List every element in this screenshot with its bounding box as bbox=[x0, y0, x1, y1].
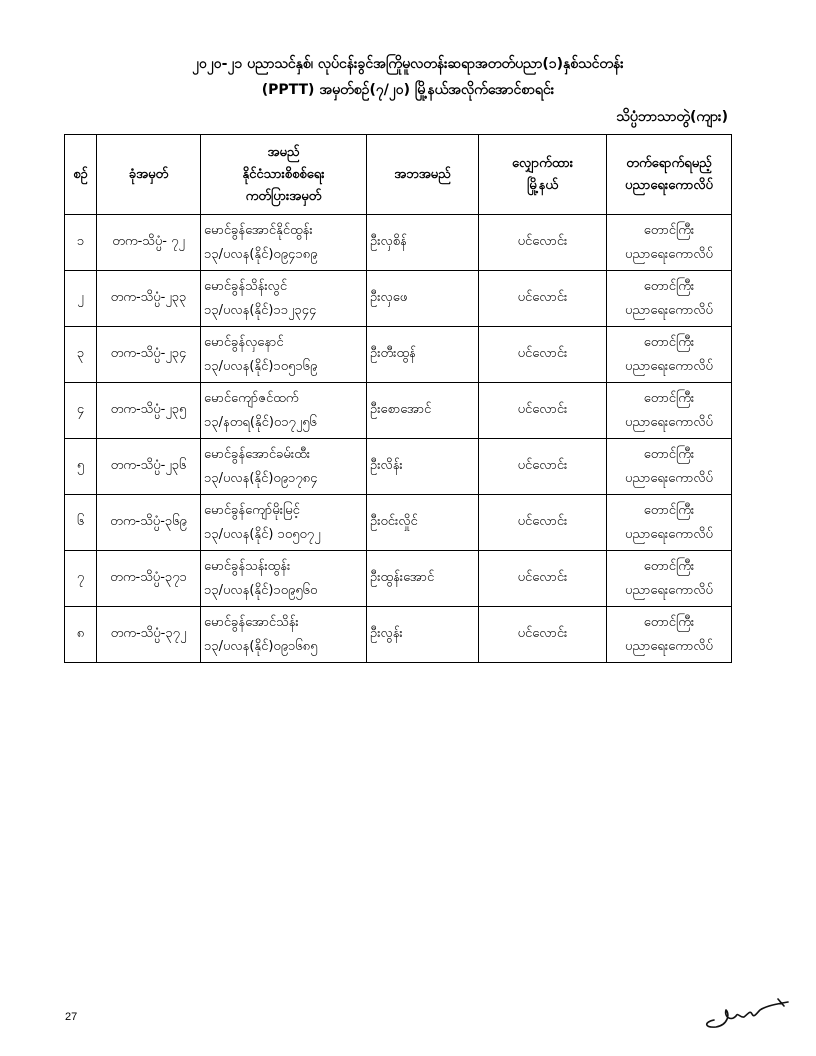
cell-father: ဦးလှဖေ bbox=[367, 271, 479, 327]
table-row bbox=[65, 327, 732, 383]
header-township: လျှောက်ထား မြို့နယ် bbox=[479, 135, 607, 215]
nrc-number: ၁၃/ပလန(နိုင်)၁၀၅၁၆၉ bbox=[204, 358, 318, 374]
results-table bbox=[64, 134, 732, 663]
cell-name-nrc bbox=[201, 271, 367, 327]
cell-roll: တက-သိပ္ပံ-၂၃၄ bbox=[97, 327, 201, 383]
nrc-number: ၁၃/ပလန(နိုင်)၁၀၉၅၆၀ bbox=[204, 582, 318, 598]
nrc-number: ၁၃/ပလန(နိုင်)၀၉၁၆၈၅ bbox=[204, 638, 318, 654]
header-name-nrc: အမည် နိုင်ငံသားစိစစ်ရေး ကတ်ပြားအမှတ် bbox=[201, 135, 367, 215]
table-row bbox=[65, 607, 732, 663]
cell-name-nrc bbox=[201, 215, 367, 271]
student-name: မောင်ခွန်သိန်းလွင် bbox=[204, 278, 288, 294]
page-number: 27 bbox=[65, 1011, 78, 1023]
table-row bbox=[65, 383, 732, 439]
cell-college: တောင်ကြီး ပညာရေးကောလိပ် bbox=[607, 271, 732, 327]
student-name: မောင်ခွန်သန်းထွန်း bbox=[204, 558, 291, 574]
cell-college: တောင်ကြီး ပညာရေးကောလိပ် bbox=[607, 215, 732, 271]
table-row bbox=[65, 271, 732, 327]
table-row bbox=[65, 215, 732, 271]
cell-township: ပင်လောင်း bbox=[479, 271, 607, 327]
cell-township: ပင်လောင်း bbox=[479, 551, 607, 607]
cell-name-nrc bbox=[201, 439, 367, 495]
cell-roll: တက-သိပ္ပံ- ၇၂ bbox=[97, 215, 201, 271]
student-name: မောင်ခွန်ကျော်မိုးမြင့် bbox=[204, 502, 300, 518]
cell-college: တောင်ကြီး ပညာရေးကောလိပ် bbox=[607, 607, 732, 663]
cell-name-nrc bbox=[201, 607, 367, 663]
cell-township: ပင်လောင်း bbox=[479, 215, 607, 271]
cell-father: ဦးဝင်းလှိုင် bbox=[367, 495, 479, 551]
cell-roll: တက-သိပ္ပံ-၃၇၁ bbox=[97, 551, 201, 607]
cell-roll: တက-သိပ္ပံ-၃၇၂ bbox=[97, 607, 201, 663]
cell-father: ဦးစောအောင် bbox=[367, 383, 479, 439]
cell-township: ပင်လောင်း bbox=[479, 439, 607, 495]
cell-serial: ၈ bbox=[65, 607, 97, 663]
cell-father: ဦးတီးထွန် bbox=[367, 327, 479, 383]
cell-father: ဦးလွန်း bbox=[367, 607, 479, 663]
nrc-number: ၁၃/ပလန(နိုင်) ၁၀၅၀၇၂ bbox=[204, 526, 321, 542]
cell-serial: ၅ bbox=[65, 439, 97, 495]
nrc-number: ၁၃/ပလန(နိုင်)၀၉၄၁၈၉ bbox=[204, 246, 318, 262]
header-college: တက်ရောက်ရမည့် ပညာရေးကောလိပ် bbox=[607, 135, 732, 215]
cell-township: ပင်လောင်း bbox=[479, 383, 607, 439]
cell-roll: တက-သိပ္ပံ-၂၃၆ bbox=[97, 439, 201, 495]
cell-township: ပင်လောင်း bbox=[479, 607, 607, 663]
student-name: မောင်ကျော်ဇင်ထက် bbox=[204, 390, 299, 406]
cell-college: တောင်ကြီး ပညာရေးကောလိပ် bbox=[607, 495, 732, 551]
stream-subtitle: သိပ္ပံဘာသာတွဲ(ကျား) bbox=[616, 109, 728, 125]
cell-serial: ၄ bbox=[65, 383, 97, 439]
nrc-number: ၁၃/ပလန(နိုင်)၀၉၁၇၈၄ bbox=[204, 470, 318, 486]
document-title-line-1: ၂၀၂၀-၂၁ ပညာသင်နှစ်၊ လုပ်ငန်းခွင်အကြိုမူလတန်းဆရာအတတ်ပညာ(၁)နှစ်သင်တန်း bbox=[192, 56, 624, 72]
table-header-row bbox=[65, 135, 732, 215]
header-father-name: အဘအမည် bbox=[367, 135, 479, 215]
cell-township: ပင်လောင်း bbox=[479, 327, 607, 383]
signature-icon bbox=[700, 992, 792, 1032]
cell-roll: တက-သိပ္ပံ-၃၆၉ bbox=[97, 495, 201, 551]
cell-serial: ၇ bbox=[65, 551, 97, 607]
cell-father: ဦးထွန်းအောင် bbox=[367, 551, 479, 607]
table-row bbox=[65, 551, 732, 607]
cell-township: ပင်လောင်း bbox=[479, 495, 607, 551]
student-name: မောင်ခွန်အောင်နိုင်ထွန်း bbox=[204, 222, 313, 238]
student-name: မောင်ခွန်အောင်ခမ်းထီး bbox=[204, 446, 311, 462]
table-row bbox=[65, 439, 732, 495]
header-serial: စဉ် bbox=[65, 135, 97, 215]
document-title-line-2: (PPTT) အမှတ်စဉ်(၇/၂၀) မြို့နယ်အလိုက်အောင်စာရင်း bbox=[261, 82, 555, 98]
cell-college: တောင်ကြီး ပညာရေးကောလိပ် bbox=[607, 439, 732, 495]
cell-serial: ၁ bbox=[65, 215, 97, 271]
cell-name-nrc bbox=[201, 551, 367, 607]
cell-name-nrc bbox=[201, 495, 367, 551]
header-roll-number: ခုံအမှတ် bbox=[97, 135, 201, 215]
nrc-number: ၁၃/နတရ(နိုင်)၀၁၇၂၅၆ bbox=[204, 414, 317, 430]
cell-college: တောင်ကြီး ပညာရေးကောလိပ် bbox=[607, 383, 732, 439]
cell-serial: ၃ bbox=[65, 327, 97, 383]
student-name: မောင်ခွန်အောင်သိန်း bbox=[204, 614, 299, 630]
cell-college: တောင်ကြီး ပညာရေးကောလိပ် bbox=[607, 551, 732, 607]
cell-name-nrc bbox=[201, 327, 367, 383]
cell-father: ဦးလှစိန် bbox=[367, 215, 479, 271]
student-name: မောင်ခွန်လှနောင် bbox=[204, 334, 284, 350]
nrc-number: ၁၃/ပလန(နိုင်)၁၁၂၃၄၄ bbox=[204, 302, 317, 318]
cell-roll: တက-သိပ္ပံ-၂၃၃ bbox=[97, 271, 201, 327]
cell-roll: တက-သိပ္ပံ-၂၃၅ bbox=[97, 383, 201, 439]
cell-serial: ၂ bbox=[65, 271, 97, 327]
cell-name-nrc bbox=[201, 383, 367, 439]
table-row bbox=[65, 495, 732, 551]
cell-college: တောင်ကြီး ပညာရေးကောလိပ် bbox=[607, 327, 732, 383]
cell-father: ဦးလိန်း bbox=[367, 439, 479, 495]
cell-serial: ၆ bbox=[65, 495, 97, 551]
